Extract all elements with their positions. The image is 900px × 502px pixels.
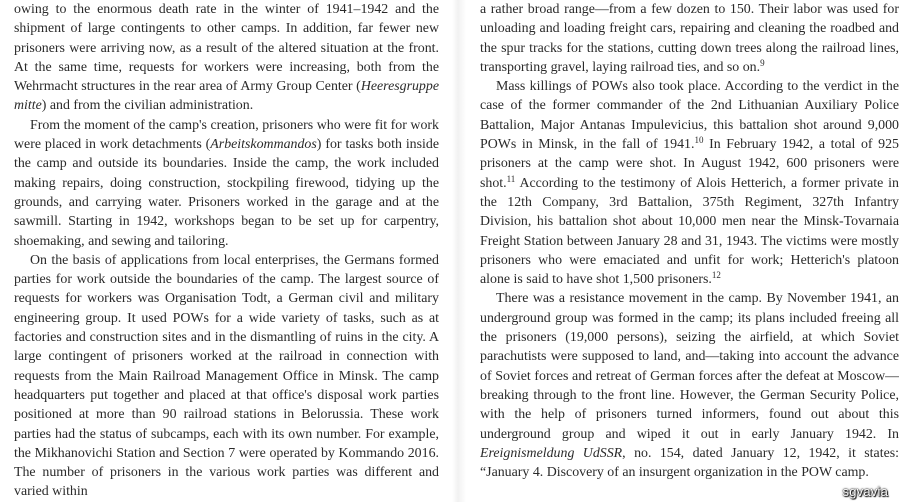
text-run: owing to the enormous death rate in the winter of 1941–1942 and the shipment of large contingents to other camps. In addition, far fewer new prisoners were arriving now, as a result of the altered situation at the front. At the same time, requests for workers were increasing, both from the Wehrmacht structures in the rear area of Army Group Center ( (14, 2, 439, 95)
italic-term: Ereignismeldung UdSSR (480, 445, 623, 461)
paragraph (480, 289, 899, 482)
book-gutter (452, 0, 466, 502)
text-run: ) and from the civilian administration. (41, 98, 254, 114)
left-page (14, 0, 439, 502)
italic-term: Heeresgruppe mitte (14, 79, 439, 114)
text-run: ) for tasks both inside the camp and outside its boundaries. Inside the camp, the work included making repairs, doing construction, stockpiling firewood, tidying up the grounds, and carrying water. Prisoners worked in the garage and at the sawmill. Starting in 1942, workshops began to be set up for carpentry, shoemaking, and sewing and tailoring. (14, 137, 439, 249)
text-run: , no. 154, dated January 12, 1942, it states: “January 4. Discovery of an insurgent organization in the POW camp. (480, 445, 899, 481)
footnote-marker: 11 (506, 173, 516, 184)
italic-term: Arbeitskommandos (210, 137, 317, 153)
text-run: a rather broad range—from a few dozen to 150. Their labor was used for unloading and loading freight cars, repairing and cleaning the roadbed and the spur tracks for the stations, cutting down trees along the railroad lines, transporting gravel, laying railroad ties, and so on. (480, 2, 899, 75)
paragraph (480, 0, 899, 77)
footnote-marker: 9 (760, 57, 765, 68)
watermark: sgvavia (842, 484, 888, 499)
paragraph: On the basis of applications from local enterprises, the Germans formed parties for work outside the boundaries of the camp. The largest source of requests for workers was Organisation Todt, a German civil and military engineering group. It used POWs for a wide variety of tasks, such as at factories and construction sites and in the dismantling of ruins in the city. A large contingent of prisoners worked at the railroad in connection with requests from the Main Railroad Management Office in Minsk. The camp headquarters put together and placed at that office's disposal work parties positioned at more than 90 railroad stations in Belorussia. These work parties had the status of subcamps, each with its own number. For example, the Mikhanovichi Station and Section 7 were operated by Kommando 2016. The number of prisoners in the various work parties was different and varied within (14, 252, 439, 500)
text-run: According to the testimony of Alois Hetterich, a former private in the 12th Company, 3rd Battalion, 375th Regiment, 327th Infantry Division, his battalion shot about 10,000 men near the Minsk-Tovarnaia Freight Station between January 28 and 31, 1943. The victims were mostly prisoners who were emaciated and unfit for work; Hetterich's platoon alone is said to have shot 1,500 prisoners. (480, 175, 899, 288)
text-run: Mass killings of POWs also took place. According to the verdict in the case of the former commander of the 2nd Lithuanian Auxiliary Police Battalion, Major Antanas Impulevicius, this battalion shot around 9,000 POWs in Minsk, in the fall of 1941. (480, 79, 899, 153)
paragraph (14, 0, 439, 116)
text-run: From the moment of the camp's creation, prisoners who were fit for work were placed in work detachments ( (14, 117, 439, 153)
footnote-marker: 12 (711, 270, 721, 281)
paragraph (14, 116, 439, 251)
paragraph (480, 77, 899, 289)
text-run: There was a resistance movement in the camp. By November 1941, an underground group was formed in the camp; its plans included freeing all the prisoners (19,000 persons), seizing the airfield, at which Soviet parachutists were supposed to land, and—taking into account the advance of Soviet forces and retreat of German forces after the defeat at Moscow—breaking through to the front line. However, the German Security Police, with the help of prisoners turned informers, found out about this underground group and wiped it out in early January 1942. In (480, 291, 899, 442)
right-page (480, 0, 899, 502)
footnote-marker: 10 (694, 135, 704, 146)
text-run: In February 1942, a total of 925 prisoners at the camp were shot. In August 1942, 600 prisoners were shot. (480, 137, 899, 191)
